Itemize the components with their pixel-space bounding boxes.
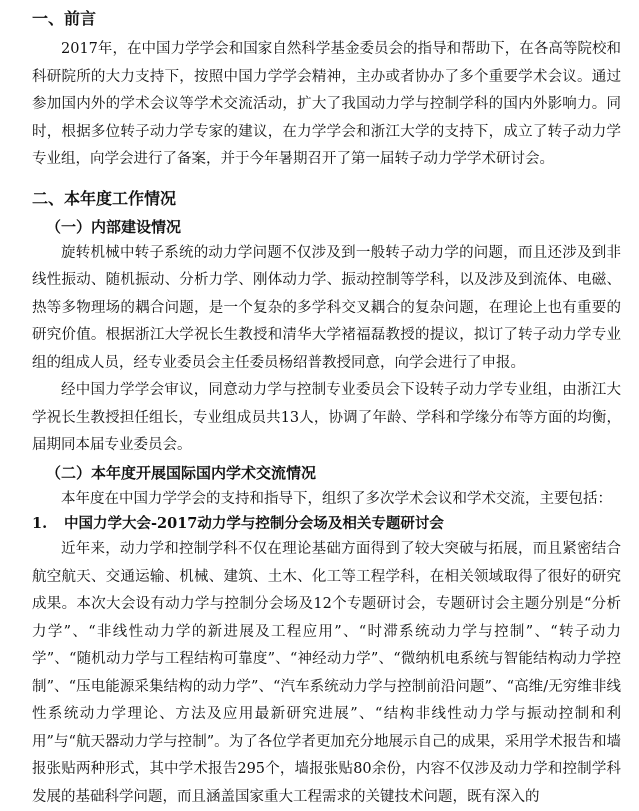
subsection-heading-internal: （一）内部建设情况 <box>46 217 182 236</box>
item-number: 1. <box>32 515 48 532</box>
congress-paragraph: 近年来，动力学和控制学科不仅在理论基础方面得到了较大突破与拓展，而且紧密结合航空航天、交通运输、机械、建筑、土木、化工等工程学科，在相关领域取得了很好的研究成果。本次大会设有动力学与控制分会场及12个专题研讨会，专题研讨会主题分别是“分析力学”、“非线性动力学的新进展及工程应用”、“时滞系统动力学与控制”、“转子动力学”、“随机动力学与工程结构可靠度”、“神经动力学”、“微纳机电系统与智能结构动力学控制”、“压电能源采集结构的动力学”、“汽车系统动力学与控制前沿问题”、“高维/无穷维非线性系统动力学理论、方法及应用最新研究进展”、“结构非线性动力学与振动控制和利用”与“航天器动力学与控制”。为了各位学者更加充分地展示自己的成果，采用学术报告和墙报张贴两种形式，其中学术报告295个，墙报张贴80余份，内容不仅涉及动力学和控制学科发展的基础科学问题，而且涵盖国家重大工程需求的关键技术问题，既有深入的 <box>32 541 621 805</box>
section-heading-intro: 一、前言 <box>32 9 97 28</box>
subsection-heading-exchange: （二）本年度开展国际国内学术交流情况 <box>46 463 317 482</box>
internal-paragraph-2: 经中国力学学会审议，同意动力学与控制专业委员会下设转子动力学专业组，由浙江大学祝长生教授担任组长，专业组成员共13人，协调了年龄、学科和学缘分布等方面的均衡，届期同本届专业委员会。 <box>32 382 621 453</box>
section-heading-work: 二、本年度工作情况 <box>32 188 177 208</box>
intro-paragraph: 2017年，在中国力学学会和国家自然科学基金委员会的指导和帮助下，在各高等院校和科研院所的大力支持下，按照中国力学学会精神，主办或者协办了多个重要学术会议。通过参加国内外的学术会议等学术交流活动，扩大了我国动力学与控制学科的国内外影响力。同时，根据多位转子动力学专家的建议，在力学学会和浙江大学的支持下，成立了转子动力学专业组，向学会进行了备案，并于今年暑期召开了第一届转子动力学学术研讨会。 <box>32 41 621 167</box>
exchange-intro-paragraph: 本年度在中国力学学会的支持和指导下，组织了多次学术会议和学术交流，主要包括： <box>61 490 612 507</box>
internal-paragraph-1: 旋转机械中转子系统的动力学问题不仅涉及到一般转子动力学的问题，而且还涉及到非线性振动、随机振动、分析力学、刚体动力学、振动控制等学科，以及涉及到流体、电磁、热等多物理场的耦合问题，是一个复杂的多学科交叉耦合的复杂问题，在理论上也有重要的研究价值。根据浙江大学祝长生教授和清华大学褚福磊教授的提议，拟订了转子动力学专业组的组成人员，经专业委员会主任委员杨绍普教授同意，向学会进行了申报。 <box>32 244 621 371</box>
item-title: 中国力学大会-2017动力学与控制分会场及相关专题研讨会 <box>64 515 444 532</box>
item-heading-congress <box>32 513 621 535</box>
